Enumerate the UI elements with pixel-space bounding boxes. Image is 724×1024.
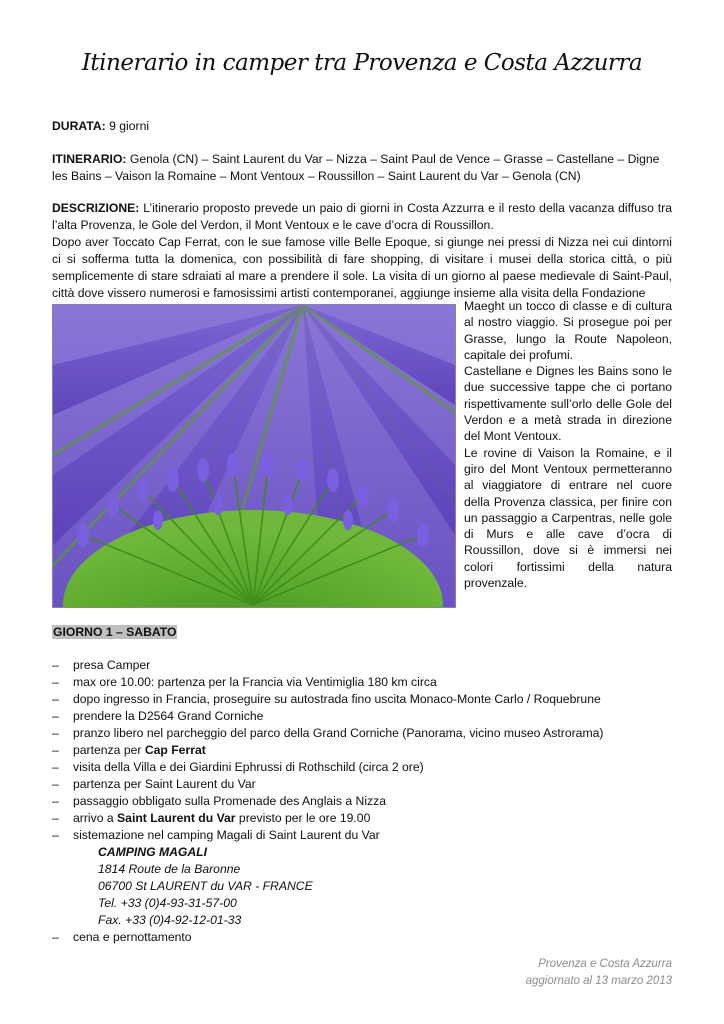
dash-bullet: – — [52, 743, 59, 757]
list-item — [52, 929, 692, 946]
item-text: cena e pernottamento — [73, 930, 192, 944]
item-bold: Saint Laurent du Var — [117, 811, 236, 825]
durata-label: DURATA: — [52, 119, 106, 133]
list-item — [52, 742, 692, 759]
camping-address-line: 06700 St LAURENT du VAR - FRANCE — [98, 879, 313, 893]
item-text: dopo ingresso in Francia, proseguire su autostrada fino uscita Monaco-Monte Carlo / Roquebrune — [73, 692, 601, 706]
dash-bullet: – — [52, 709, 59, 723]
item-text: presa Camper — [73, 658, 151, 672]
descrizione-side-column — [464, 298, 672, 591]
item-text: sistemazione nel camping Magali di Saint Laurent du Var — [73, 828, 380, 842]
list-item — [52, 691, 692, 708]
list-item — [52, 708, 692, 725]
item-text: max ore 10.00: partenza per la Francia via Ventimiglia 180 km circa — [73, 675, 437, 689]
itinerario-paragraph — [52, 151, 672, 185]
dash-bullet: – — [52, 794, 59, 808]
list-item — [52, 657, 692, 674]
dash-bullet: – — [52, 811, 59, 825]
list-item — [52, 725, 692, 742]
dash-bullet: – — [52, 675, 59, 689]
descrizione-paragraph — [52, 200, 672, 234]
camping-address-block — [73, 844, 692, 929]
descrizione-intro: L’itinerario proposto prevede un paio di giorni in Costa Azzurra e il resto della vacanza diffuso tra l’alta Provenza, le Gole del Verdon, il Mont Ventoux e le cave d’ocra di Roussillon. — [52, 201, 672, 232]
dash-bullet: – — [52, 692, 59, 706]
camping-fax: Fax. +33 (0)4-92-12-01-33 — [98, 913, 242, 927]
camping-address-line: 1814 Route de la Baronne — [98, 862, 241, 876]
descrizione-paragraph-2 — [52, 234, 672, 302]
camping-phone: Tel. +33 (0)4-93-31-57-00 — [98, 896, 237, 910]
list-item — [52, 776, 692, 793]
descrizione-label: DESCRIZIONE: — [52, 201, 140, 215]
page-footer — [526, 956, 672, 990]
dash-bullet: – — [52, 930, 59, 944]
list-item — [52, 759, 692, 776]
itinerario-label: ITINERARIO: — [52, 152, 127, 166]
item-text: arrivo a — [73, 811, 118, 825]
dash-bullet: – — [52, 726, 59, 740]
descrizione-side-3: Le rovine di Vaison la Romaine, e il giro del Mont Ventoux permetteranno al viaggiatore di entrare nel cuore della Provenza classica, per finire con un passaggio a Carpentras, nelle gole di Murs e alle cave d’ocra di Roussillon, dove si è immersi nei colori fortissimi della natura provenzale. — [464, 445, 672, 591]
giorno1-heading: GIORNO 1 – SABATO — [53, 625, 177, 639]
camping-name: CAMPING MAGALI — [98, 845, 208, 859]
item-text: pranzo libero nel parcheggio del parco della Grand Corniche (Panorama, vicino museo Astrorama) — [73, 726, 604, 740]
footer-title: Provenza e Costa Azzurra — [538, 958, 672, 970]
document-title: Itinerario in camper tra Provenza e Costa Azzurra — [81, 50, 643, 76]
item-text: visita della Villa e dei Giardini Ephrussi di Rothschild (circa 2 ore) — [73, 760, 424, 774]
dash-bullet: – — [52, 828, 59, 842]
list-item — [52, 674, 692, 691]
giorno1-list — [52, 657, 692, 946]
item-text: previsto per le ore 19.00 — [235, 811, 371, 825]
descrizione-side-2: Castellane e Dignes les Bains sono le due successive tappe che ci portano rispettivamente sull’orlo delle Gole del Verdon e a metà strada in direzione del Mont Ventoux. — [464, 364, 672, 444]
dash-bullet: – — [52, 777, 59, 791]
camping-address — [52, 844, 692, 929]
lavender-field-photo — [52, 304, 456, 608]
list-item — [52, 793, 692, 810]
descrizione-body: Dopo aver Toccato Cap Ferrat, con le sue famose ville Belle Epoque, si giunge nei pressi di Nizza nei cui dintorni ci si sofferma tutta la domenica, con possibilità di fare shopping, di visitare i musei della storica città, o più semplicemente di stare sdraiati al mare a prendere il sole. La visita di un giorno al paese medievale di Saint-Paul, città dove vissero numerosi e famosissimi artisti contemporanei, aggiunge insieme alla visita della Fondazione — [52, 235, 672, 300]
item-text: partenza per — [73, 743, 145, 757]
item-text: prendere la D2564 Grand Corniche — [73, 709, 264, 723]
item-bold: Cap Ferrat — [144, 743, 206, 757]
durata-line — [52, 118, 672, 135]
itinerario-value: Genola (CN) – Saint Laurent du Var – Nizza – Saint Paul de Vence – Grasse – Castellane – Digne les Bains – Vaison la Romaine – Mont Ventoux – Roussillon – Saint Laurent du Var – Genola (CN) — [52, 152, 660, 183]
durata-value: 9 giorni — [105, 119, 150, 133]
footer-date: aggiornato al 13 marzo 2013 — [525, 975, 672, 987]
dash-bullet: – — [52, 658, 59, 672]
item-text: passaggio obbligato sulla Promenade des Anglais a Nizza — [73, 794, 387, 808]
list-item — [52, 810, 692, 827]
descrizione-side-1: Maeght un tocco di classe e di cultura al nostro viaggio. Si prosegue poi per Grasse, lungo la Route Napoleon, capitale dei profumi. — [464, 299, 672, 362]
list-item — [52, 827, 692, 844]
dash-bullet: – — [52, 760, 59, 774]
item-text: partenza per Saint Laurent du Var — [73, 777, 256, 791]
